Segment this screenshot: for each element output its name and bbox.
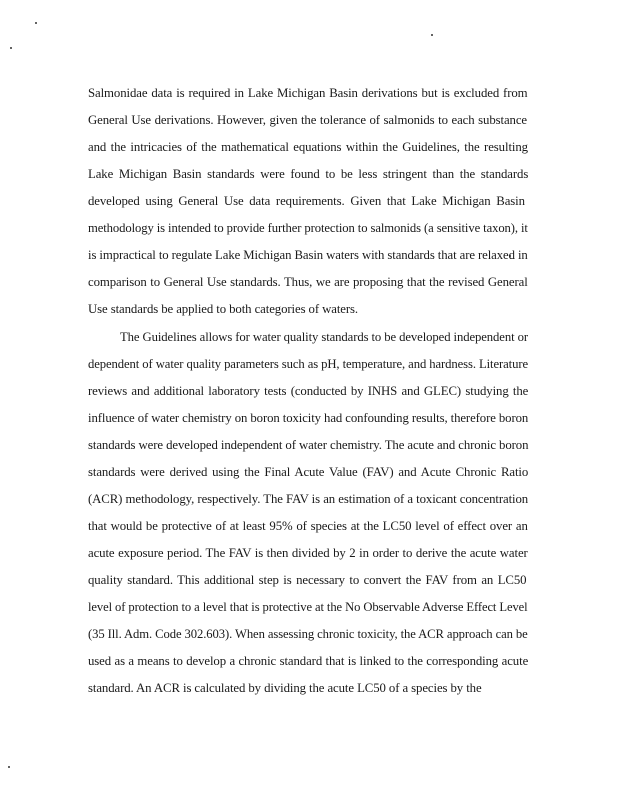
text-line: Use standards be applied to both categories of waters. xyxy=(88,302,359,316)
text-line: is impractical to regulate Lake Michigan Basin waters with standards that are relaxed in xyxy=(88,248,528,262)
text-line: standards were developed independent of water chemistry. The acute and chronic boron xyxy=(88,438,529,452)
text-line: that would be protective of at least 95% of species at the LC50 level of effect over an xyxy=(88,519,528,533)
scan-speck xyxy=(8,766,10,768)
text-line: level of protection to a level that is protective at the No Observable Adverse Effect Level xyxy=(88,600,528,614)
text-line: Salmonidae data is required in Lake Michigan Basin derivations but is excluded from xyxy=(88,86,528,100)
text-line: standards were derived using the Final Acute Value (FAV) and Acute Chronic Ratio xyxy=(88,465,529,479)
scan-speck xyxy=(431,34,433,36)
text-line: comparison to General Use standards. Thus, we are proposing that the revised General xyxy=(88,275,528,289)
text-line: methodology is intended to provide further protection to salmonids (a sensitive taxon), it xyxy=(88,221,528,235)
scan-speck xyxy=(35,22,37,24)
text-line: reviews and additional laboratory tests (conducted by INHS and GLEC) studying the xyxy=(88,384,529,398)
text-line: influence of water chemistry on boron toxicity had confounding results, therefore boron xyxy=(88,411,529,425)
text-line: developed using General Use data requirements. Given that Lake Michigan Basin xyxy=(88,194,525,208)
text-line: (ACR) methodology, respectively. The FAV is an estimation of a toxicant concentration xyxy=(88,492,529,506)
text-line: General Use derivations. However, given the tolerance of salmonids to each substance xyxy=(88,113,527,127)
text-line: used as a means to develop a chronic standard that is linked to the corresponding acute xyxy=(88,654,529,668)
text-line: (35 Ill. Adm. Code 302.603). When assessing chronic toxicity, the ACR approach can be xyxy=(88,627,528,641)
text-line: quality standard. This additional step is necessary to convert the FAV from an LC50 xyxy=(88,573,527,587)
text-line: Lake Michigan Basin standards were found to be less stringent than the standards xyxy=(88,167,529,181)
text-line: standard. An ACR is calculated by dividing the acute LC50 of a species by the xyxy=(88,681,482,695)
paragraph-first-line: The Guidelines allows for water quality standards to be developed independent or xyxy=(120,330,528,344)
text-line: dependent of water quality parameters such as pH, temperature, and hardness. Literature xyxy=(88,357,528,371)
scan-speck xyxy=(10,47,12,49)
text-line: acute exposure period. The FAV is then divided by 2 in order to derive the acute water xyxy=(88,546,528,560)
text-line: and the intricacies of the mathematical equations within the Guidelines, the resulting xyxy=(88,140,528,154)
